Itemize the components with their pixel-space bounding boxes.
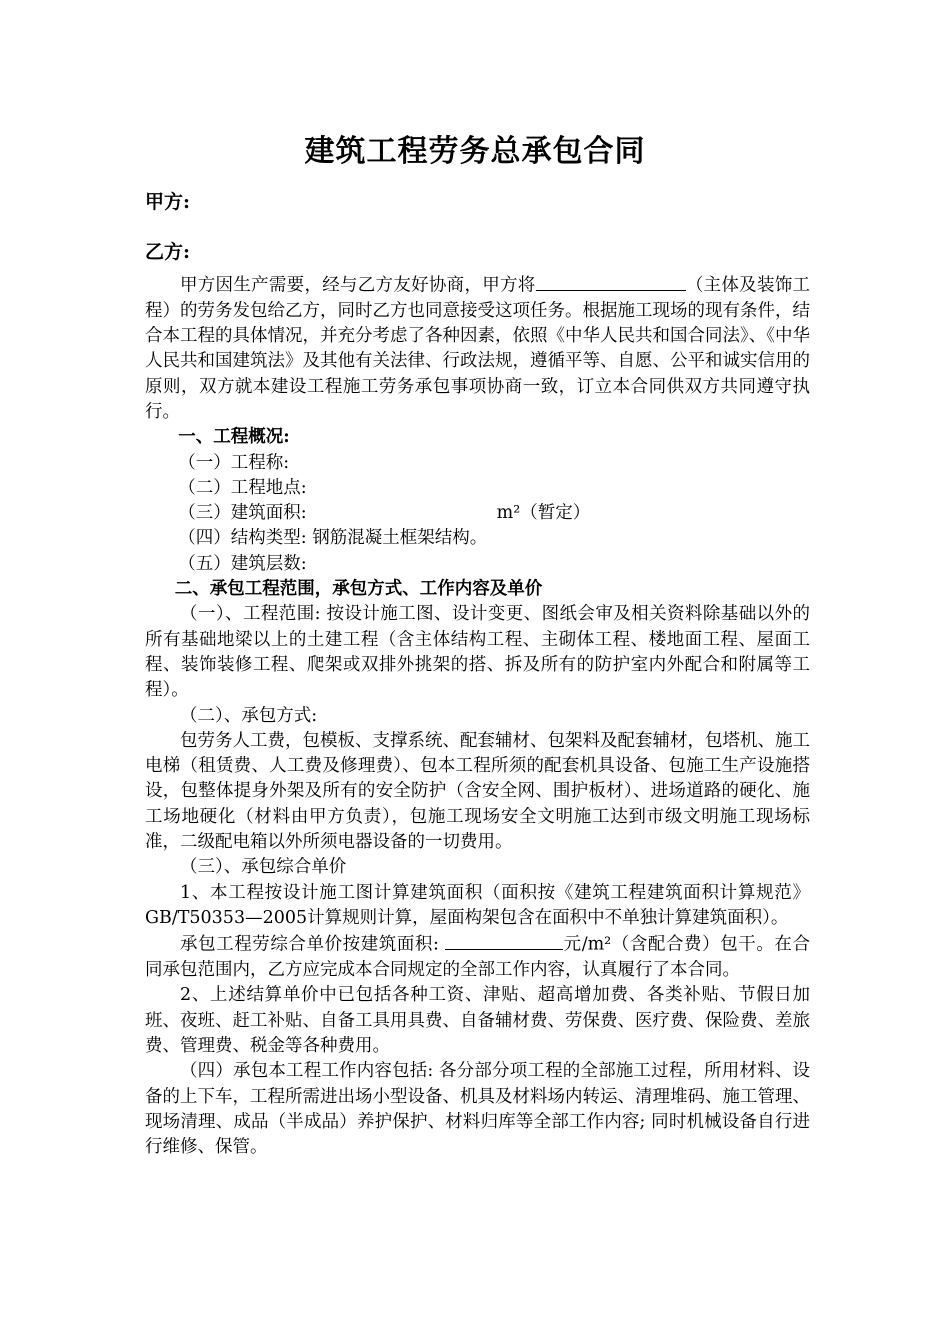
section-2-heading: 二、承包工程范围，承包方式、工作内容及单价 (174, 579, 543, 600)
project-name-blank (536, 272, 686, 291)
party-a-label: 甲方: (145, 191, 191, 213)
unit-price-blank (445, 931, 563, 950)
contract-title: 建筑工程劳务总承包合同 (304, 134, 646, 169)
section-1-heading: 一、工程概况: (178, 427, 290, 448)
project-location-line: （二）工程地点: (178, 477, 307, 498)
structure-type-line: （四）结构类型: 钢筋混凝土框架结构。 (178, 528, 488, 549)
contract-mode-paragraph: 包劳务人工费，包模板、支撑系统、配套辅材、包架料及配套辅材，包塔机、施工电梯（租赁费、人工费及修理费）、包本工程所须的配套机具设备、包施工生产设施搭设，包整体提身外架及所有的安全防护（含安全网、围护板材）、进场道路的硬化、施工场地硬化（材料由甲方负责），包施工现场安全文明施工达到市级文明施工现场标准，二级配电箱以外所须电器设备的一切费用。 (145, 730, 810, 853)
contract-body (145, 272, 810, 1160)
building-floors-line: （五）建筑层数: (178, 553, 307, 574)
party-b-label: 乙方: (145, 241, 191, 263)
intro-paragraph: 甲方因生产需要，经与乙方友好协商，甲方将 （主体及装饰工程）的劳务发包给乙方，同时乙方也同意接受这项任务。根据施工现场的现有条件，结合本工程的具体情况，并充分考虑了各种因素，依照《中华人民共和国合同法》、《中华人民共和国建筑法》及其他有关法律、行政法规，遵循平等、自愿、公平和诚实信用的原则，双方就本建设工程施工劳务承包事项协商一致，订立本合同供双方共同遵守执行。 (145, 272, 810, 425)
unit-price-item-2: 2、上述结算单价中已包括各种工资、津贴、超高增加费、各类补贴、节假日加班、夜班、赶工补贴、自备工具用具费、自备辅材费、劳保费、医疗费、保险费、差旅费、管理费、税金等各种费用。 (145, 985, 810, 1056)
unit-price-item-1: 1、本工程按设计施工图计算建筑面积（面积按《建筑工程建筑面积计算规范》GB/T50353—2005计算规则计算，屋面构架包含在面积中不单独计算建筑面积）。 (145, 882, 810, 928)
scope-paragraph: （一）、工程范围: 按设计施工图、设计变更、图纸会审及相关资料除基础以外的所有基础地梁以上的土建工程（含主体结构工程、主砌体工程、楼地面工程、屋面工程、装饰装修工程、爬架或双排外挑架的搭、拆及所有的防护室内外配合和附属等工程）。 (145, 604, 810, 701)
contract-mode-heading: （二）、承包方式: (180, 705, 318, 726)
work-content-paragraph: （四）承包本工程工作内容包括: 各分部分项工程的全部施工过程，所用材料、设备的上下车，工程所需进出场小型设备、机具及材料场内转运、清理堆码、施工管理、现场清理、成品（半成品）养护保护、材料归库等全部工作内容; 同时机械设备自行进行维修、保管。 (145, 1061, 810, 1158)
project-name-line: （一）工程称: (178, 452, 290, 473)
unit-price-paragraph: 承包工程劳综合单价按建筑面积: 元/m²（含配合费）包干。在合同承包范围内，乙方应完成本合同规定的全部工作内容，认真履行了本合同。 (145, 931, 810, 983)
unit-price-heading: （三）、承包综合单价 (180, 857, 347, 878)
building-area-line: （三）建筑面积: m²（暂定） (178, 503, 591, 524)
